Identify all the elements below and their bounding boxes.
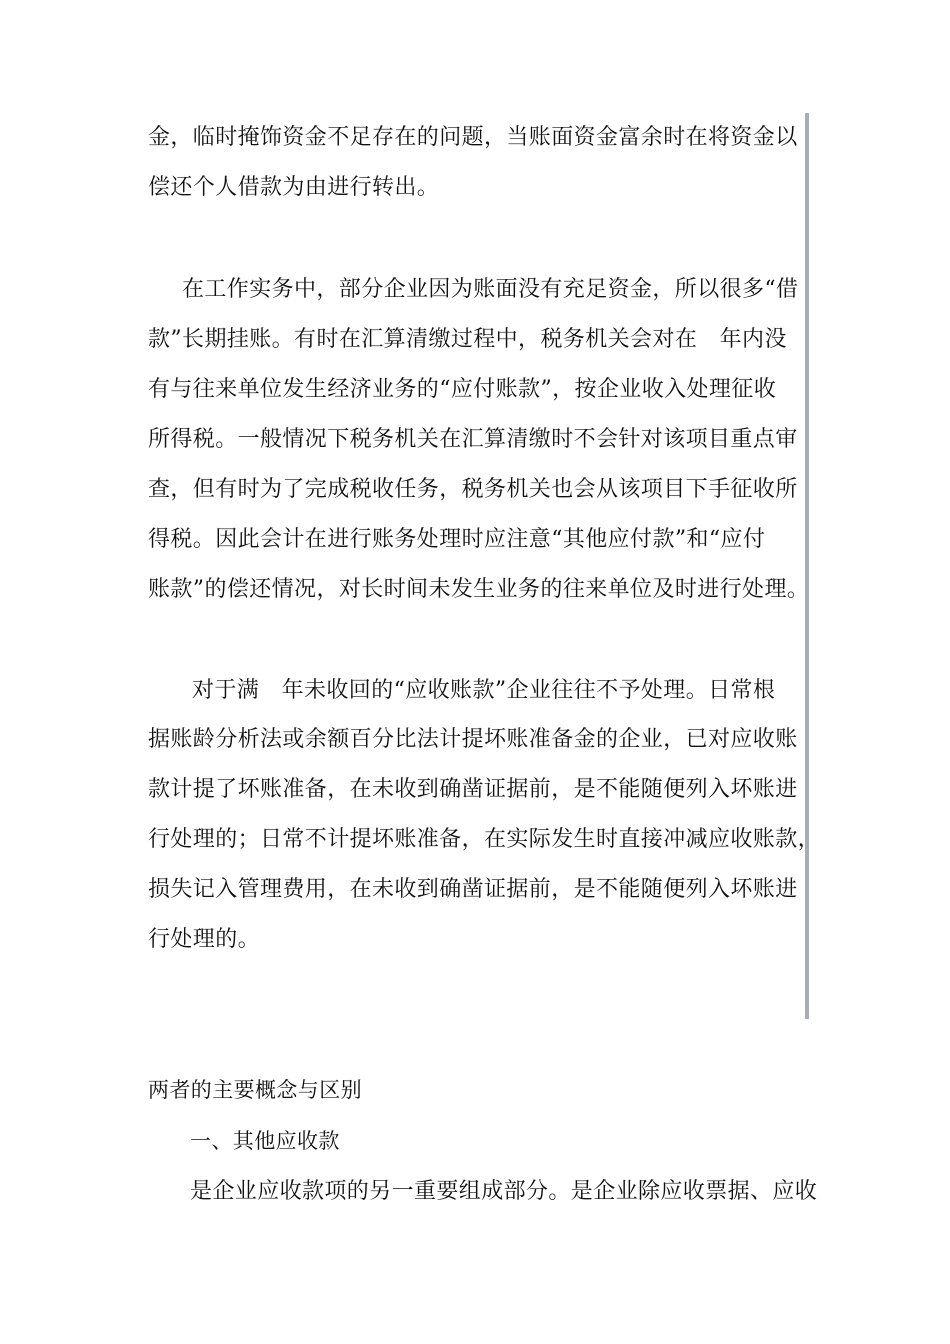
- paragraph-line: 有与往来单位发生经济业务的“应付账款”，按企业收入处理征收: [148, 377, 777, 402]
- paragraph-line: 金，临时掩饰资金不足存在的问题，当账面资金富余时在将资金以: [148, 125, 798, 150]
- paragraph-line: 款计提了坏账准备，在未收到确凿证据前，是不能随便列入坏账进: [148, 777, 798, 802]
- subsection-title: 一、其他应收款: [190, 1129, 340, 1153]
- paragraph-line: 款”长期挂账。有时在汇算清缴过程中，税务机关会对在 年内没: [148, 327, 787, 352]
- paragraph-line: 偿还个人借款为由进行转出。: [148, 175, 440, 200]
- paragraph-line: 账款”的偿还情况，对长时间未发生业务的往来单位及时进行处理。: [148, 577, 810, 602]
- paragraph-line: 是企业应收款项的另一重要组成部分。是企业除应收票据、应收: [190, 1179, 818, 1204]
- paragraph-line: 据账龄分析法或余额百分比法计提坏账准备金的企业，已对应收账: [148, 727, 798, 752]
- paragraph-line: 在工作实务中，部分企业因为账面没有充足资金，所以很多“借: [182, 277, 799, 302]
- paragraph-line: 行处理的；日常不计提坏账准备，在实际发生时直接冲减应收账款，: [148, 827, 821, 852]
- paragraph-line: 行处理的。: [148, 927, 261, 952]
- paragraph-line: 查，但有时为了完成税收任务，税务机关也会从该项目下手征收所: [148, 477, 798, 502]
- paragraph-line: 对于满 年未收回的“应收账款”企业往往不予处理。日常根: [192, 678, 776, 703]
- paragraph-line: 损失记入管理费用，在未收到确凿证据前，是不能随便列入坏账进: [148, 877, 798, 902]
- section-title: 两者的主要概念与区别: [148, 1078, 362, 1102]
- paragraph-line: 得税。因此会计在进行账务处理时应注意“其他应付款”和“应付: [148, 527, 766, 552]
- paragraph-line: 所得税。一般情况下税务机关在汇算清缴时不会针对该项目重点审: [148, 427, 798, 452]
- margin-change-bar: [805, 113, 809, 1019]
